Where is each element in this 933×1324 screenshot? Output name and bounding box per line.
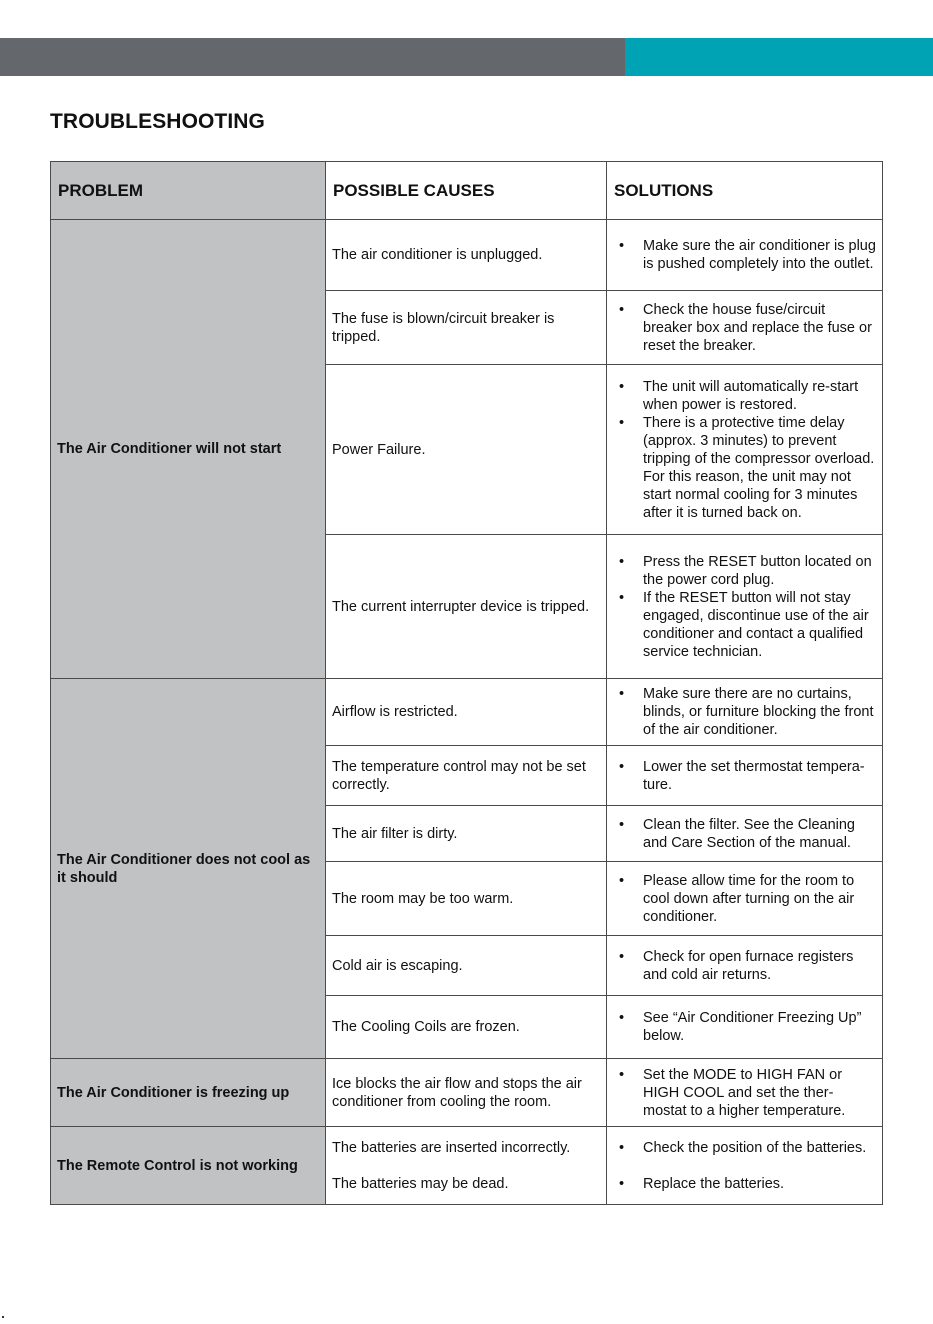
causes-header: POSSIBLE CAUSES [326,162,607,220]
solution-item: • Please allow time for the room to cool down after turning on the air conditioner. [613,872,876,926]
solution-cell [607,220,883,291]
cause-cell: The fuse is blown/circuit breaker is tripped. [326,291,607,365]
table-row [51,679,883,746]
solution-cell [607,535,883,679]
troubleshooting-table [50,161,883,1205]
table-header-row [51,162,883,220]
cause-item: The batteries may be dead. [332,1175,509,1192]
solution-item: • Clean the filter. See the Cleaning and Care Section of the manual. [613,816,876,852]
solution-cell [607,1059,883,1127]
solution-cell [607,862,883,936]
solution-cell [607,291,883,365]
problem-cell: The Air Conditioner will not start [51,220,326,679]
solution-item: • The unit will automatically re-start when power is restored. [613,378,876,414]
solution-item: • Check the position of the batteries. [613,1139,876,1157]
cause-cell [326,1127,607,1205]
table-row [51,1059,883,1127]
header-bar [0,38,933,76]
cause-cell: Airflow is restricted. [326,679,607,746]
solution-item: • There is a protective time delay (approx. 3 minutes) to prevent tripping of the compressor overload. For this reason, the unit may not start normal cooling for 3 minutes after it is turned back on. [613,414,876,522]
solution-cell [607,1127,883,1205]
solution-item: • Press the RESET button located on the power cord plug. [613,553,876,589]
solution-cell [607,365,883,535]
cause-cell: Ice blocks the air flow and stops the air conditioner from cooling the room. [326,1059,607,1127]
solution-item: • Make sure there are no curtains, blinds, or furniture blocking the front of the air conditioner. [613,685,876,739]
problem-cell: The Remote Control is not working [51,1127,326,1205]
solution-cell [607,746,883,806]
cause-cell: The air conditioner is unplugged. [326,220,607,291]
problem-cell: The Air Conditioner is freezing up [51,1059,326,1127]
cause-cell: The temperature control may not be set correctly. [326,746,607,806]
solution-item: • Replace the batteries. [613,1175,876,1193]
cause-cell: Cold air is escaping. [326,936,607,996]
solutions-header: SOLUTIONS [607,162,883,220]
page-corner-mark [2,1316,4,1318]
header-bar-teal [625,38,933,76]
solution-item: • See “Air Conditioner Freezing Up” below. [613,1009,876,1045]
solution-item: • Set the MODE to HIGH FAN or HIGH COOL and set the ther-mostat to a higher temperature. [613,1066,876,1120]
cause-cell: The current interrupter device is tripped. [326,535,607,679]
cause-item: The batteries are inserted incorrectly. [332,1139,571,1156]
cause-cell: The air filter is dirty. [326,806,607,862]
solution-cell [607,806,883,862]
problem-cell: The Air Conditioner does not cool as it should [51,679,326,1059]
solution-cell [607,936,883,996]
cause-cell: Power Failure. [326,365,607,535]
cause-cell: The room may be too warm. [326,862,607,936]
table-row [51,1127,883,1205]
solution-cell [607,996,883,1059]
page-title: TROUBLESHOOTING [50,110,265,133]
solution-item: • Lower the set thermostat tempera-ture. [613,758,876,794]
solution-item: • Check the house fuse/circuit breaker box and replace the fuse or reset the breaker. [613,301,876,355]
cause-cell: The Cooling Coils are frozen. [326,996,607,1059]
solution-item: • If the RESET button will not stay engaged, discontinue use of the air conditioner and contact a qualified service technician. [613,589,876,661]
table-row [51,220,883,291]
header-bar-gray [0,38,625,76]
solution-item: • Make sure the air conditioner is plug is pushed completely into the outlet. [613,237,876,273]
solution-item: • Check for open furnace registers and cold air returns. [613,948,876,984]
solution-cell [607,679,883,746]
problem-header: PROBLEM [51,162,326,220]
